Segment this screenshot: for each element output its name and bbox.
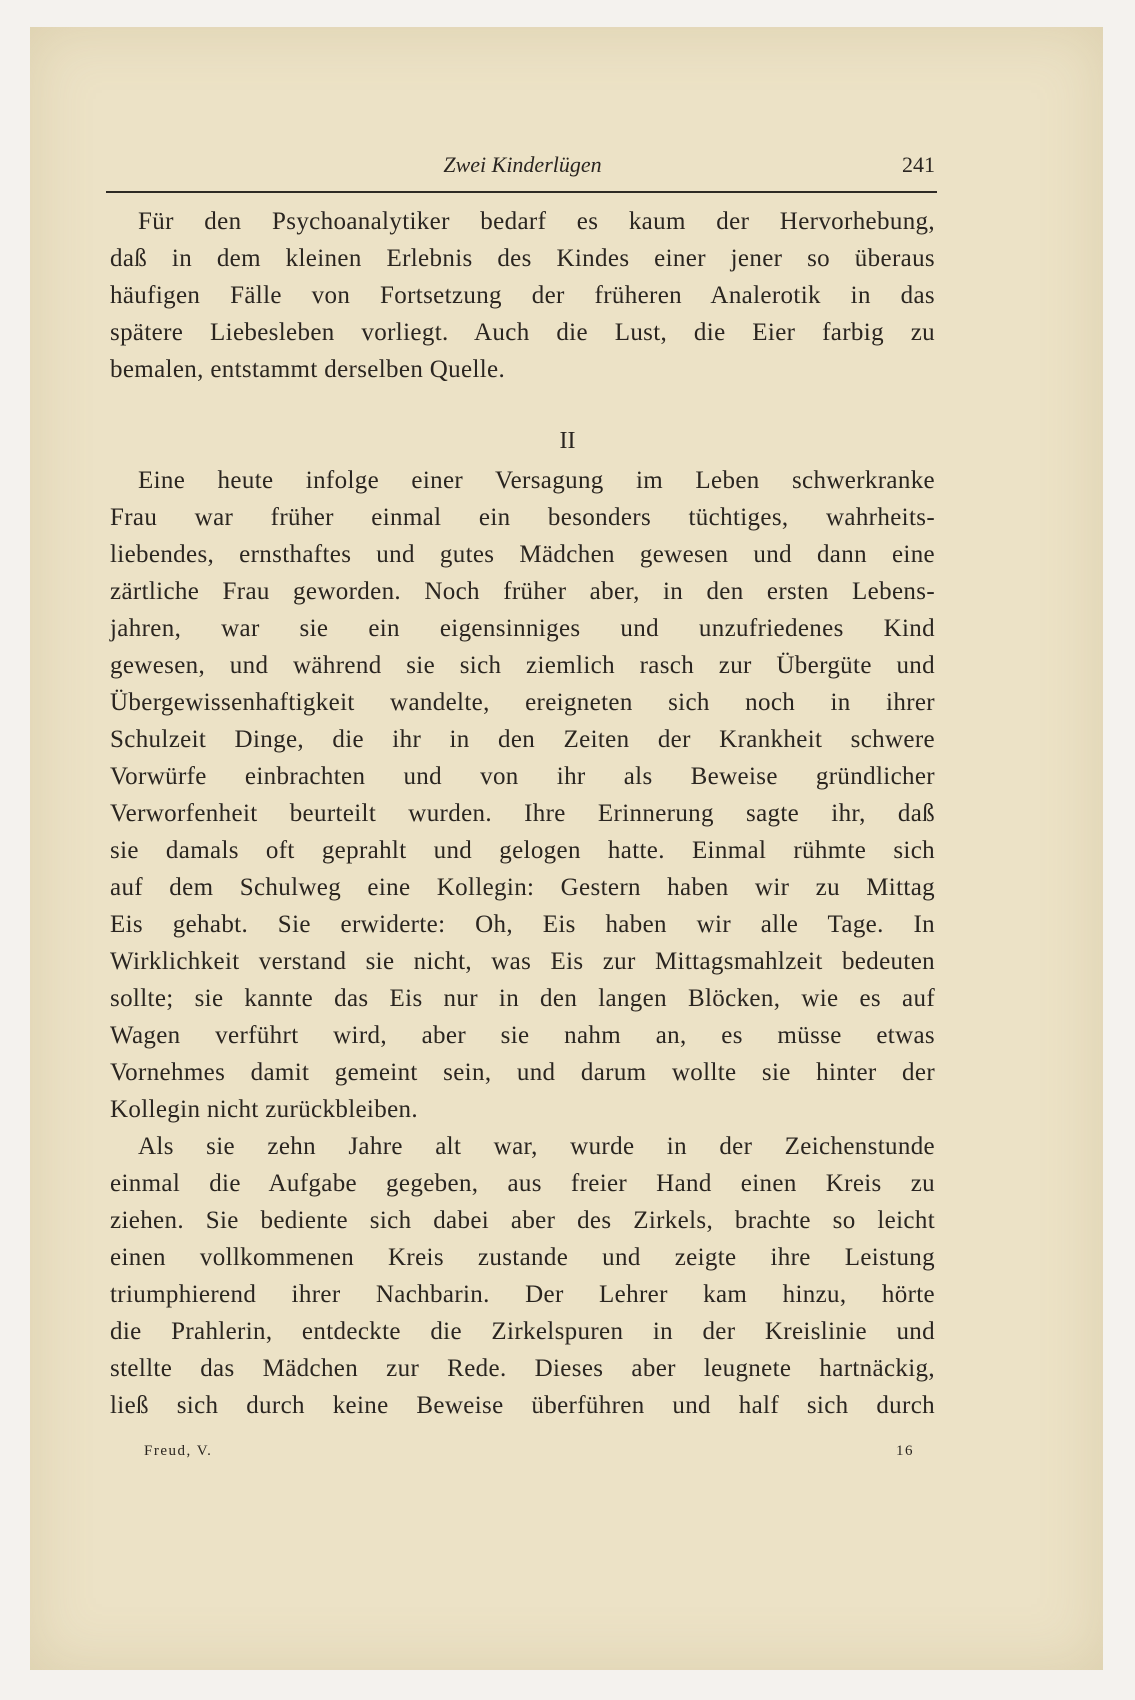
text-line: Kollegin nicht zurückbleiben. [110, 1096, 418, 1123]
text-line: Eine heute infolge einer Versagung im Leben schwerkranke [138, 467, 935, 494]
text-line: Vorwürfe einbrachten und von ihr als Beweise gründlicher [110, 763, 935, 790]
text-line: liebendes, ernsthaftes und gutes Mädchen gewesen und dann eine [110, 541, 935, 568]
text-line: Wagen verführt wird, aber sie nahm an, es müsse etwas [110, 1022, 935, 1049]
running-title: Zwei Kinderlügen [443, 152, 602, 177]
text-line: auf dem Schulweg eine Kollegin: Gestern haben wir zu Mittag [110, 874, 935, 901]
text-line: Schulzeit Dinge, die ihr in den Zeiten der Krankheit schwere [110, 726, 935, 753]
text-line: sie damals oft geprahlt und gelogen hatte. Einmal rühmte sich [110, 837, 935, 864]
text-line: Eis gehabt. Sie erwiderte: Oh, Eis haben wir alle Tage. In [110, 911, 935, 938]
text-line: daß in dem kleinen Erlebnis des Kindes einer jener so überaus [110, 245, 935, 272]
text-line: Wirklichkeit verstand sie nicht, was Eis zur Mittagsmahlzeit bedeuten [110, 948, 935, 975]
text-line: ließ sich durch keine Beweise überführen und half sich durch [110, 1392, 935, 1419]
sheet-number: 16 [896, 1443, 914, 1459]
header-rule [106, 191, 937, 193]
text-line: gewesen, und während sie sich ziemlich rasch zur Übergüte und [110, 652, 935, 679]
text-line: Übergewissenhaftigkeit wandelte, ereigneten sich noch in ihrer [110, 689, 935, 716]
text-line: Frau war früher einmal ein besonders tüchtiges, wahrheits- [110, 504, 935, 531]
text-line: spätere Liebesleben vorliegt. Auch die Lust, die Eier farbig zu [110, 319, 935, 346]
text-line: häufigen Fälle von Fortsetzung der früheren Analerotik in das [110, 282, 935, 309]
text-line: Für den Psychoanalytiker bedarf es kaum der Hervorhebung, [138, 208, 935, 235]
text-line: ziehen. Sie bediente sich dabei aber des Zirkels, brachte so leicht [110, 1207, 935, 1234]
signature-mark: Freud, V. [144, 1443, 213, 1459]
running-header [110, 152, 935, 182]
text-line: Als sie zehn Jahre alt war, wurde in der Zeichenstunde [138, 1133, 935, 1160]
text-line: bemalen, entstammt derselben Quelle. [110, 356, 506, 383]
text-line: einmal die Aufgabe gegeben, aus freier Hand einen Kreis zu [110, 1170, 935, 1197]
text-line: einen vollkommenen Kreis zustande und zeigte ihre Leistung [110, 1244, 935, 1271]
text-line: die Prahlerin, entdeckte die Zirkelspuren in der Kreislinie und [110, 1318, 935, 1345]
text-line: sollte; sie kannte das Eis nur in den langen Blöcken, wie es auf [110, 985, 935, 1012]
text-line: Verworfenheit beurteilt wurden. Ihre Erinnerung sagte ihr, daß [110, 800, 935, 827]
section-heading: II [559, 428, 576, 454]
text-line: Vornehmes damit gemeint sein, und darum wollte sie hinter der [110, 1059, 935, 1086]
text-line: zärtliche Frau geworden. Noch früher aber, in den ersten Lebens- [110, 578, 935, 605]
text-line: triumphierend ihrer Nachbarin. Der Lehrer kam hinzu, hörte [110, 1281, 935, 1308]
text-line: stellte das Mädchen zur Rede. Dieses aber leugnete hartnäckig, [110, 1355, 935, 1382]
text-line: jahren, war sie ein eigensinniges und unzufriedenes Kind [110, 615, 935, 642]
page-number: 241 [902, 152, 935, 177]
